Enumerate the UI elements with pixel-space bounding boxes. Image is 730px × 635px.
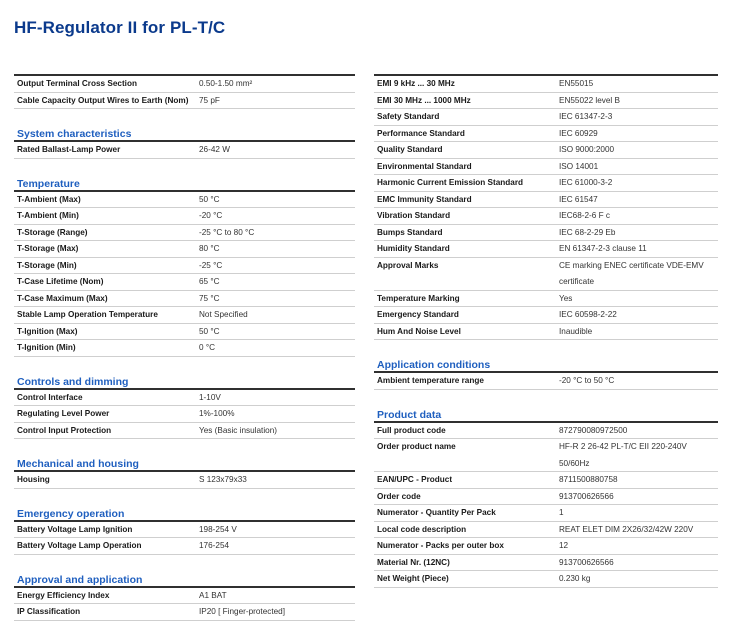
spec-row-full-product-code	[374, 423, 718, 440]
spec-value-line: IEC 61000-3-2	[559, 178, 613, 187]
spec-value-line: IP20 [ Finger-protected]	[199, 607, 286, 616]
spec-value-line: -20 °C to 50 °C	[559, 376, 615, 385]
spec-value	[556, 489, 718, 505]
spec-row-control-interface	[14, 390, 355, 407]
spec-value-line: HF-R 2 26-42 PL-T/C EII 220-240V	[559, 442, 687, 451]
spec-label: Vibration Standard	[377, 211, 451, 220]
spec-value-line: IEC68-2-6 F c	[559, 211, 610, 220]
spec-label: Temperature Marking	[377, 293, 460, 303]
spec-value	[196, 406, 355, 422]
spec-value-line: 8711500880758	[559, 475, 618, 484]
spec-label: Full product code	[377, 425, 446, 435]
spec-value-line: EN55015	[559, 79, 594, 88]
spec-label: Housing	[17, 475, 50, 484]
spec-value-line: EN55022 level B	[559, 95, 620, 105]
spec-label: Local code description	[377, 524, 467, 534]
spec-label: Numerator - Packs per outer box	[377, 541, 504, 550]
spec-value-line: 80 °C	[199, 244, 220, 253]
spec-label: Regulating Level Power	[17, 409, 110, 418]
spec-value-line: 12	[559, 541, 569, 550]
spec-value-line: EN 61347-2-3 clause 11	[559, 244, 647, 253]
spec-row-t-case-lifetime-nom	[14, 274, 355, 291]
spec-label: Performance Standard	[377, 128, 465, 138]
spec-row-approval-marks	[374, 258, 718, 291]
spec-value-line: -20 °C	[199, 211, 223, 220]
spec-row-emi-9-khz-30-mhz	[374, 74, 718, 93]
spec-value-line: 50 °C	[199, 326, 220, 336]
spec-label: Harmonic Current Emission Standard	[377, 178, 524, 187]
spec-value-line: 0 °C	[199, 343, 216, 352]
spec-value-line: 75 pF	[199, 95, 220, 105]
spec-value	[196, 208, 355, 224]
spec-row-t-storage-max	[14, 241, 355, 258]
spec-value	[556, 324, 718, 340]
spec-label: Hum And Noise Level	[377, 326, 461, 336]
spec-value	[556, 175, 718, 191]
spec-row-rated-ballast-lamp-power	[14, 142, 355, 159]
spec-value	[196, 93, 355, 109]
spec-value	[556, 373, 718, 389]
spec-row-ambient-temperature-range	[374, 373, 718, 390]
spec-value-line: 176-254	[199, 541, 230, 550]
spec-label: Emergency Standard	[377, 310, 459, 319]
spec-value	[196, 192, 355, 208]
spec-value-line: A1 BAT	[199, 590, 227, 600]
section-heading-controls-and-dimming: Controls and dimming	[14, 373, 355, 390]
spec-value-line: -25 °C	[199, 260, 223, 270]
spec-value	[556, 555, 718, 571]
spec-label: Safety Standard	[377, 112, 440, 121]
spec-label: T-Case Maximum (Max)	[17, 293, 108, 303]
spec-value	[196, 588, 355, 604]
section-heading-emergency-operation: Emergency operation	[14, 505, 355, 522]
spec-row-cable-capacity-output-wires-to-earth-nom	[14, 93, 355, 110]
spec-value-line: Yes (Basic insulation)	[199, 425, 277, 435]
spec-value	[556, 423, 718, 439]
spec-label: EAN/UPC - Product	[377, 475, 453, 484]
spec-value-line: 913700626566	[559, 557, 614, 567]
spec-value-line-2: certificate	[559, 277, 595, 286]
spec-label: Order product name	[377, 442, 456, 451]
spec-value	[196, 324, 355, 340]
spec-value	[196, 340, 355, 356]
spec-row-t-ambient-max	[14, 192, 355, 209]
spec-value-line: ISO 14001	[559, 161, 599, 171]
spec-value	[196, 423, 355, 439]
spec-value	[556, 522, 718, 538]
spec-label: T-Case Lifetime (Nom)	[17, 277, 104, 286]
spec-row-emc-immunity-standard	[374, 192, 718, 209]
spec-value-line: IEC 68-2-29 Eb	[559, 227, 616, 237]
spec-row-t-ignition-max	[14, 324, 355, 341]
spec-label: Order code	[377, 491, 421, 501]
spec-row-numerator-quantity-per-pack	[374, 505, 718, 522]
spec-row-t-storage-min	[14, 258, 355, 275]
spec-label: EMC Immunity Standard	[377, 194, 472, 204]
spec-row-output-terminal-cross-section	[14, 74, 355, 93]
spec-row-stable-lamp-operation-temperature	[14, 307, 355, 324]
left-column	[14, 74, 355, 621]
spec-value	[556, 109, 718, 125]
spec-label: Ambient temperature range	[377, 376, 484, 385]
spec-value-line: -25 °C to 80 °C	[199, 227, 255, 237]
section-heading-system-characteristics: System characteristics	[14, 125, 355, 142]
spec-value	[196, 472, 355, 488]
spec-label: IP Classification	[17, 607, 81, 616]
spec-row-emi-30-mhz-1000-mhz	[374, 93, 718, 110]
section-heading-approval-and-application: Approval and application	[14, 571, 355, 588]
spec-row-battery-voltage-lamp-operation	[14, 538, 355, 555]
spec-value-line: 0.50-1.50 mm²	[199, 79, 253, 88]
spec-label: Output Terminal Cross Section	[17, 79, 137, 88]
spec-row-net-weight-piece	[374, 571, 718, 588]
spec-value	[556, 225, 718, 241]
spec-value	[196, 291, 355, 307]
spec-label: Bumps Standard	[377, 227, 443, 237]
spec-row-t-ambient-min	[14, 208, 355, 225]
spec-label: Environmental Standard	[377, 161, 472, 171]
spec-value	[556, 472, 718, 488]
spec-value-line: 198-254 V	[199, 524, 237, 534]
spec-row-regulating-level-power	[14, 406, 355, 423]
spec-value-line-2: 50/60Hz	[559, 458, 590, 468]
spec-value	[196, 307, 355, 323]
spec-value	[196, 142, 355, 158]
spec-row-order-product-name	[374, 439, 718, 472]
spec-row-local-code-description	[374, 522, 718, 539]
spec-row-emergency-standard	[374, 307, 718, 324]
spec-value	[556, 76, 718, 92]
spec-value	[556, 93, 718, 109]
spec-value-line: REAT ELET DIM 2X26/32/42W 220V	[559, 524, 694, 534]
spec-label: Battery Voltage Lamp Ignition	[17, 524, 133, 534]
spec-value-line: 65 °C	[199, 277, 220, 286]
spec-value	[196, 225, 355, 241]
spec-row-material-nr-12nc	[374, 555, 718, 572]
spec-label: T-Ignition (Max)	[17, 326, 78, 336]
spec-value-line: IEC 61547	[559, 194, 598, 204]
spec-value-line: Not Specified	[199, 310, 248, 319]
spec-row-quality-standard	[374, 142, 718, 159]
section-heading-product-data: Product data	[374, 406, 718, 423]
spec-label: Numerator - Quantity Per Pack	[377, 508, 496, 517]
spec-value	[556, 126, 718, 142]
spec-value-line: Inaudible	[559, 326, 593, 336]
spec-value-line: 0.230 kg	[559, 574, 591, 583]
spec-row-ip-classification	[14, 604, 355, 621]
spec-row-safety-standard	[374, 109, 718, 126]
spec-row-control-input-protection	[14, 423, 355, 440]
section-heading-application-conditions: Application conditions	[374, 356, 718, 373]
spec-row-energy-efficiency-index	[14, 588, 355, 605]
spec-label: T-Ambient (Max)	[17, 194, 81, 204]
spec-value	[196, 538, 355, 554]
spec-label: T-Storage (Range)	[17, 227, 88, 237]
spec-value	[556, 192, 718, 208]
spec-value-line: 50 °C	[199, 194, 220, 204]
spec-value-line: IEC 61347-2-3	[559, 112, 613, 121]
spec-label: EMI 9 kHz ... 30 MHz	[377, 79, 455, 88]
spec-label: Approval Marks	[377, 260, 439, 270]
spec-row-harmonic-current-emission-standard	[374, 175, 718, 192]
spec-value	[556, 439, 718, 471]
spec-value	[556, 307, 718, 323]
spec-label: Rated Ballast-Lamp Power	[17, 145, 121, 154]
spec-row-t-storage-range	[14, 225, 355, 242]
spec-value-line: 75 °C	[199, 293, 220, 303]
spec-value-line: 26-42 W	[199, 145, 230, 154]
spec-row-temperature-marking	[374, 291, 718, 308]
spec-value	[196, 604, 355, 620]
right-column	[374, 74, 718, 588]
spec-label: Energy Efficiency Index	[17, 590, 110, 600]
spec-row-environmental-standard	[374, 159, 718, 176]
spec-row-numerator-packs-per-outer-box	[374, 538, 718, 555]
spec-label: Control Input Protection	[17, 425, 112, 435]
spec-value	[556, 208, 718, 224]
spec-row-vibration-standard	[374, 208, 718, 225]
spec-value	[556, 159, 718, 175]
spec-value	[556, 258, 718, 290]
spec-row-t-ignition-min	[14, 340, 355, 357]
spec-row-order-code	[374, 489, 718, 506]
spec-label: T-Ambient (Min)	[17, 211, 79, 220]
spec-value-line: 1	[559, 508, 564, 517]
spec-row-hum-and-noise-level	[374, 324, 718, 341]
spec-label: T-Storage (Max)	[17, 244, 79, 253]
spec-row-performance-standard	[374, 126, 718, 143]
spec-value	[196, 76, 355, 92]
spec-label: Control Interface	[17, 392, 83, 402]
spec-label: Quality Standard	[377, 145, 443, 154]
section-heading-mechanical-and-housing: Mechanical and housing	[14, 455, 355, 472]
spec-label: Humidity Standard	[377, 244, 450, 253]
spec-value	[556, 142, 718, 158]
spec-value-line: CE marking ENEC certificate VDE-EMV	[559, 260, 704, 270]
spec-label: T-Storage (Min)	[17, 260, 77, 270]
spec-value	[196, 522, 355, 538]
spec-row-housing	[14, 472, 355, 489]
spec-row-humidity-standard	[374, 241, 718, 258]
spec-value	[556, 538, 718, 554]
spec-row-ean-upc-product	[374, 472, 718, 489]
page-title: HF-Regulator II for PL-T/C	[14, 18, 226, 37]
spec-value	[556, 291, 718, 307]
spec-row-t-case-maximum-max	[14, 291, 355, 308]
spec-value-line: S 123x79x33	[199, 475, 247, 484]
spec-row-bumps-standard	[374, 225, 718, 242]
spec-row-battery-voltage-lamp-ignition	[14, 522, 355, 539]
spec-value	[556, 571, 718, 587]
spec-label: Battery Voltage Lamp Operation	[17, 541, 142, 550]
spec-label: Material Nr. (12NC)	[377, 557, 450, 567]
spec-label: Stable Lamp Operation Temperature	[17, 310, 158, 319]
spec-value-line: 872790080972500	[559, 425, 628, 435]
spec-value-line: IEC 60598-2-22	[559, 310, 617, 319]
spec-value	[196, 258, 355, 274]
spec-value	[196, 274, 355, 290]
spec-label: Cable Capacity Output Wires to Earth (Nom)	[17, 95, 189, 105]
spec-label: T-Ignition (Min)	[17, 343, 76, 352]
spec-value-line: 1%-100%	[199, 409, 235, 418]
spec-value	[196, 241, 355, 257]
spec-label: Net Weight (Piece)	[377, 574, 449, 583]
spec-value-line: 1-10V	[199, 392, 221, 402]
spec-value-line: 913700626566	[559, 491, 614, 501]
spec-value-line: IEC 60929	[559, 128, 598, 138]
section-heading-temperature: Temperature	[14, 175, 355, 192]
spec-value	[556, 241, 718, 257]
spec-value	[196, 390, 355, 406]
spec-value	[556, 505, 718, 521]
spec-label: EMI 30 MHz ... 1000 MHz	[377, 95, 471, 105]
spec-value-line: Yes	[559, 293, 573, 303]
spec-value-line: ISO 9000:2000	[559, 145, 615, 154]
